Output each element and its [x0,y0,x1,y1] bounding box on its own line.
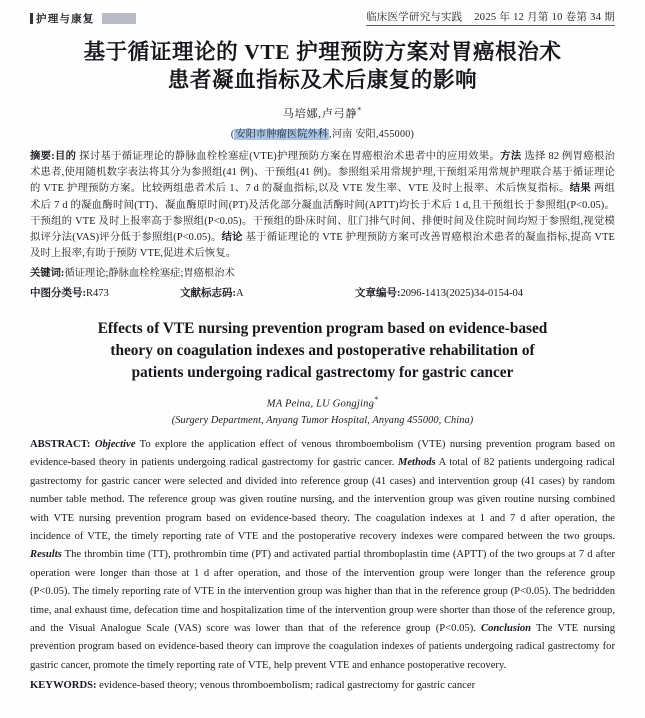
english-results-text: The thrombin time (TT), prothrombin time (PT) and activated partial thromboplastin time (APTT) of the two groups at 7 d after operation were longer than those at 1 d after operation, and those of the intervention group were longer than the reference group (P<0.05). The timely reporting rate of VTE in the intervention group was higher than that in the reference group (P<0.05). The bedridden time, anal exhaust time, defecation time and hospitalization time of the intervention group were shorter than those of the reference group, and the Visual Analogue Scale (VAS) score was lower than that of the reference group (P<0.05). [30,549,615,634]
chinese-affiliation [30,125,615,140]
english-keywords-text: evidence-based theory; venous thromboembolism; radical gastrectomy for gastric cancer [96,680,476,692]
english-conclusion-label: Conclusion [481,622,532,634]
english-authors [30,395,615,410]
english-corresponding-author-mark: * [374,395,379,405]
chinese-methods-text: 选择 82 例胃癌根治术患者,使用随机数字表法将其分为参照组(41 例)、干预组(41 例)。参照组采用常规护理,干预组采用常规护理联合基于循证理论的 VTE 护理预防方案。比较两组患者术后 1、7 d 的凝血指标,以及 VTE 发生率、VTE 及时上报率、术后恢复指标。 [30,151,615,195]
document-code [180,286,355,302]
redacted-block [102,13,136,24]
english-title-line-2: theory on coagulation indexes and postoperative rehabilitation of [110,342,535,360]
english-affiliation: (Surgery Department, Anyang Tumor Hospital, Anyang 455000, China) [171,414,474,426]
corresponding-author-mark: * [357,105,363,115]
english-objective-label: Objective [94,438,136,450]
issue-info: 2025 年 12 月第 10 卷第 34 期 [474,12,615,23]
chinese-results-label: 结果 [569,183,591,195]
chinese-authors [30,105,615,121]
english-objective-text: To explore the application effect of venous thromboembolism (VTE) nursing prevention program based on evidence-based theory in patients undergoing radical gastrectomy for gastric cancer. [30,438,615,469]
clc-number [30,286,180,302]
english-results-label: Results [30,549,62,561]
running-head-left [30,11,136,26]
running-head-right [366,9,615,26]
chinese-author-names: 马培娜,卢弓静 [282,108,358,120]
affiliation-open-paren: ( [230,129,235,140]
running-head [30,0,615,26]
chinese-abstract-label: 摘要: [30,151,55,162]
classification-row [30,286,615,302]
chinese-title-line-1: 基于循证理论的 VTE 护理预防方案对胃癌根治术 [83,40,562,64]
affiliation-highlighted-text: 安阳市肿瘤医院外科 [235,129,329,140]
article-id-label: 文章编号: [355,288,401,300]
english-methods-text: A total of 82 patients undergoing radical gastrectomy for gastric cancer were selected and divided into reference group (41 cases) and intervention group (41 cases) by random number table method. The reference group was given routine nursing, and the intervention group was given routine nursing combined with VTE nursing prevention program based on evidence-based theory. The coagulation indexes at 1 and 7 d after operation, the incidence of VTE, the timely reporting rate of VTE and the postoperative recovery indexes were compared between the two groups. [30,457,615,542]
article-id-value: 2096-1413(2025)34-0154-04 [400,288,523,300]
chinese-conclusion-text: 基于循证理论的 VTE 护理预防方案可改善胃癌根治术患者的凝血指标,提高 VTE 及时上报率,有助于预防 VTE,促进术后恢复。 [30,232,615,260]
chinese-keywords [30,266,615,282]
article-id [355,286,615,302]
chinese-keywords-label: 关键词: [30,268,65,280]
chinese-title [48,38,597,94]
english-methods-label: Methods [397,457,436,469]
clc-value: R473 [86,288,109,300]
chinese-keywords-text: 循证理论;静脉血栓栓塞症;胃癌根治术 [64,268,235,280]
chinese-objective-text: 探讨基于循证理论的静脉血栓栓塞症(VTE)护理预防方案在胃癌根治术患者中的应用效果。 [76,151,501,162]
english-keywords [30,677,615,695]
english-abstract [30,436,615,675]
chinese-results-text: 两组术后 7 d 的凝血酶时间(TT)、凝血酶原时间(PT)及活化部分凝血活酶时间(APTT)均长于术后 1 d,且干预组长于参照组(P<0.05)。干预组的 VTE 及时上报率高于参照组(P<0.05)。干预组的卧床时间、肛门排气时间、排便时间及住院时间均短于参照组,视觉模拟评分法(VAS)评分低于参照组(P<0.05)。 [30,183,615,244]
chinese-objective-label: 目的 [54,151,77,162]
section-marker-bar [30,13,33,24]
chinese-abstract [30,149,615,262]
chinese-methods-label: 方法 [500,151,522,162]
column-label: 护理与康复 [36,14,95,25]
document-code-value: A [236,288,244,300]
affiliation-remainder: ,河南 安阳,455000) [329,129,415,140]
chinese-conclusion-label: 结论 [221,232,243,244]
english-conclusion-text: The VTE nursing prevention program based on evidence-based theory can improve the coagulation indexes of patients undergoing radical gastrectomy for gastric cancer, promote the timely reporting rate of VTE, help prevent VTE and enhance postoperative recovery. [30,622,616,671]
clc-label: 中图分类号: [30,288,86,300]
chinese-title-line-2: 患者凝血指标及术后康复的影响 [167,68,478,92]
english-abstract-label: ABSTRACT: [30,438,91,450]
english-title-line-1: Effects of VTE nursing prevention program based on evidence-based [97,320,548,338]
english-keywords-label: KEYWORDS: [30,680,97,692]
english-title [66,318,579,384]
english-author-names: MA Peina, LU Gongjing [266,398,375,410]
english-title-line-3: patients undergoing radical gastrectomy for gastric cancer [131,364,514,382]
journal-name: 临床医学研究与实践 [366,12,463,23]
document-code-label: 文献标志码: [180,288,236,300]
